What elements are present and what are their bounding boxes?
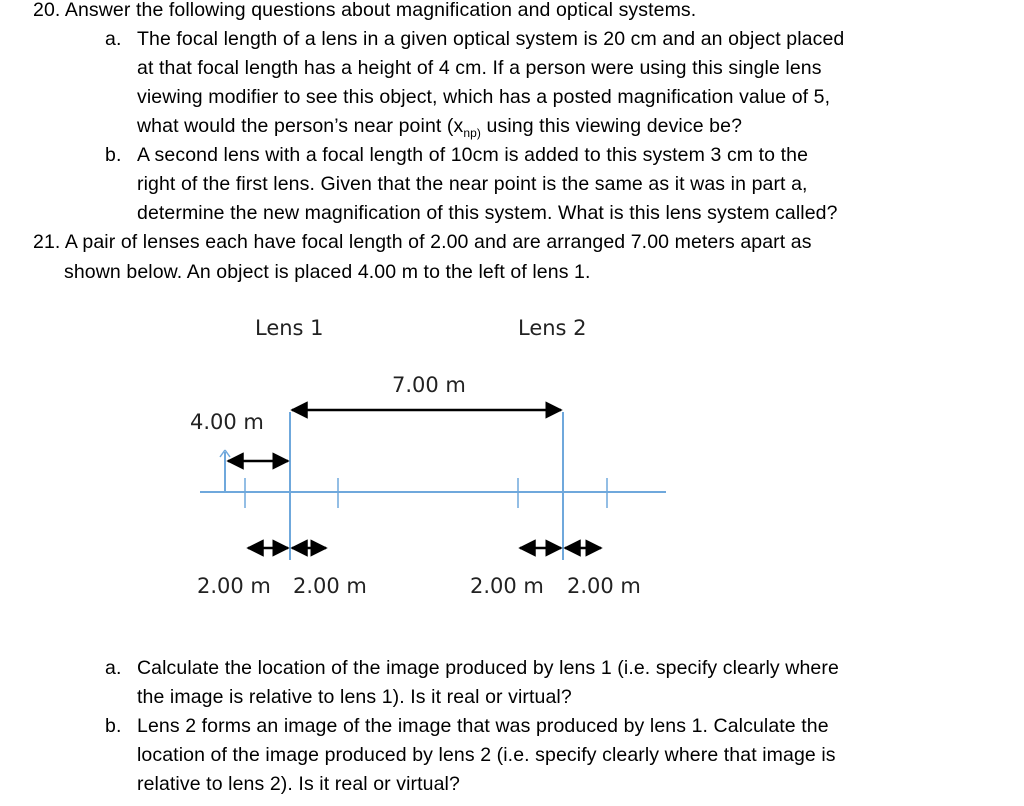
q20-a-line3: viewing modifier to see this object, which has a posted magnification value of 5, — [137, 86, 831, 108]
focal-label-1b: 2.00 m — [293, 574, 367, 598]
focal-label-2b: 2.00 m — [567, 574, 641, 598]
q20-a-line4-pre: what would the person’s near point (x — [137, 115, 464, 137]
q21-a-line1: Calculate the location of the image produced by lens 1 (i.e. specify clearly where — [137, 657, 839, 679]
q20-a-line2: at that focal length has a height of 4 cm. If a person were using this single lens — [137, 57, 822, 79]
separation-label: 7.00 m — [392, 373, 466, 397]
q21-a-marker: a. — [105, 657, 122, 679]
q20-b-line2: right of the first lens. Given that the near point is the same as it was in part a, — [137, 173, 808, 195]
q20-b-line3: determine the new magnification of this system. What is this lens system called? — [137, 202, 838, 224]
focal-label-2a: 2.00 m — [470, 574, 544, 598]
object-distance-label: 4.00 m — [190, 410, 264, 434]
lens-1-label: Lens 1 — [255, 316, 324, 340]
focal-label-1a: 2.00 m — [197, 574, 271, 598]
q20-a-marker: a. — [105, 28, 122, 50]
q20-stem: 20. Answer the following questions about magnification and optical systems. — [33, 0, 697, 21]
q20-b-marker: b. — [105, 144, 122, 166]
q21-stem-line2: shown below. An object is placed 4.00 m to the left of lens 1. — [64, 261, 591, 283]
near-point-subscript: np) — [463, 125, 482, 140]
q21-b-line1: Lens 2 forms an image of the image that was produced by lens 1. Calculate the — [137, 715, 829, 737]
q20-a-line1: The focal length of a lens in a given optical system is 20 cm and an object placed — [137, 28, 845, 50]
q21-b-line2: location of the image produced by lens 2 (i.e. specify clearly where that image is — [137, 744, 836, 766]
q21-stem-line1: 21. A pair of lenses each have focal length of 2.00 and are arranged 7.00 meters apart as — [33, 231, 812, 253]
q20-a-line4-post: using this viewing device be? — [481, 115, 743, 137]
q21-a-line2: the image is relative to lens 1). Is it real or virtual? — [137, 686, 572, 708]
q21-b-marker: b. — [105, 715, 122, 737]
lens-2-label: Lens 2 — [518, 316, 587, 340]
q20-b-line1: A second lens with a focal length of 10cm is added to this system 3 cm to the — [137, 144, 809, 166]
q21-b-line3: relative to lens 2). Is it real or virtual? — [137, 773, 460, 795]
